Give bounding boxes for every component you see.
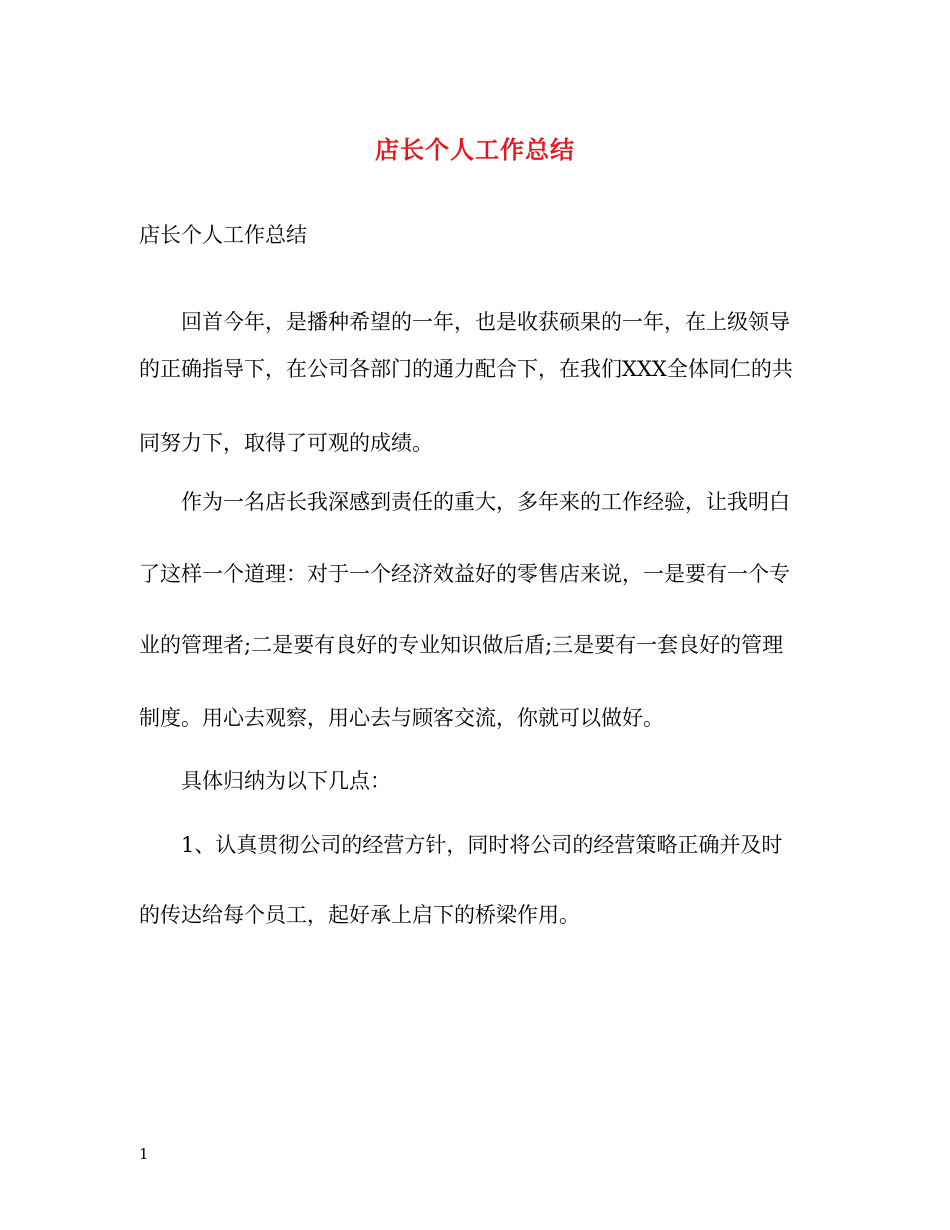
page-number: 1 bbox=[139, 1145, 149, 1163]
paragraph-line-3: 同努力下，取得了可观的成绩。 bbox=[139, 431, 433, 455]
document-title: 店长个人工作总结 bbox=[375, 135, 575, 164]
paragraph-line-7: 制度。用心去观察，用心去与顾客交流，你就可以做好。 bbox=[139, 706, 664, 730]
paragraph-line-2: 的正确指导下，在公司各部门的通力配合下，在我们XXX全体同仁的共 bbox=[139, 357, 793, 381]
paragraph-line-1: 回首今年，是播种希望的一年，也是收获硕果的一年，在上级领导 bbox=[181, 310, 790, 334]
document-heading: 店长个人工作总结 bbox=[139, 223, 307, 247]
paragraph-line-4: 作为一名店长我深感到责任的重大，多年来的工作经验，让我明白 bbox=[181, 490, 790, 514]
paragraph-line-10: 的传达给每个员工，起好承上启下的桥梁作用。 bbox=[139, 903, 580, 927]
paragraph-line-6: 业的管理者;二是要有良好的专业知识做后盾;三是要有一套良好的管理 bbox=[139, 633, 784, 657]
paragraph-line-5: 了这样一个道理：对于一个经济效益好的零售店来说，一是要有一个专 bbox=[139, 562, 790, 586]
paragraph-line-8: 具体归纳为以下几点： bbox=[181, 769, 391, 793]
paragraph-line-9: 1、认真贯彻公司的经营方针，同时将公司的经营策略正确并及时 bbox=[181, 833, 783, 857]
